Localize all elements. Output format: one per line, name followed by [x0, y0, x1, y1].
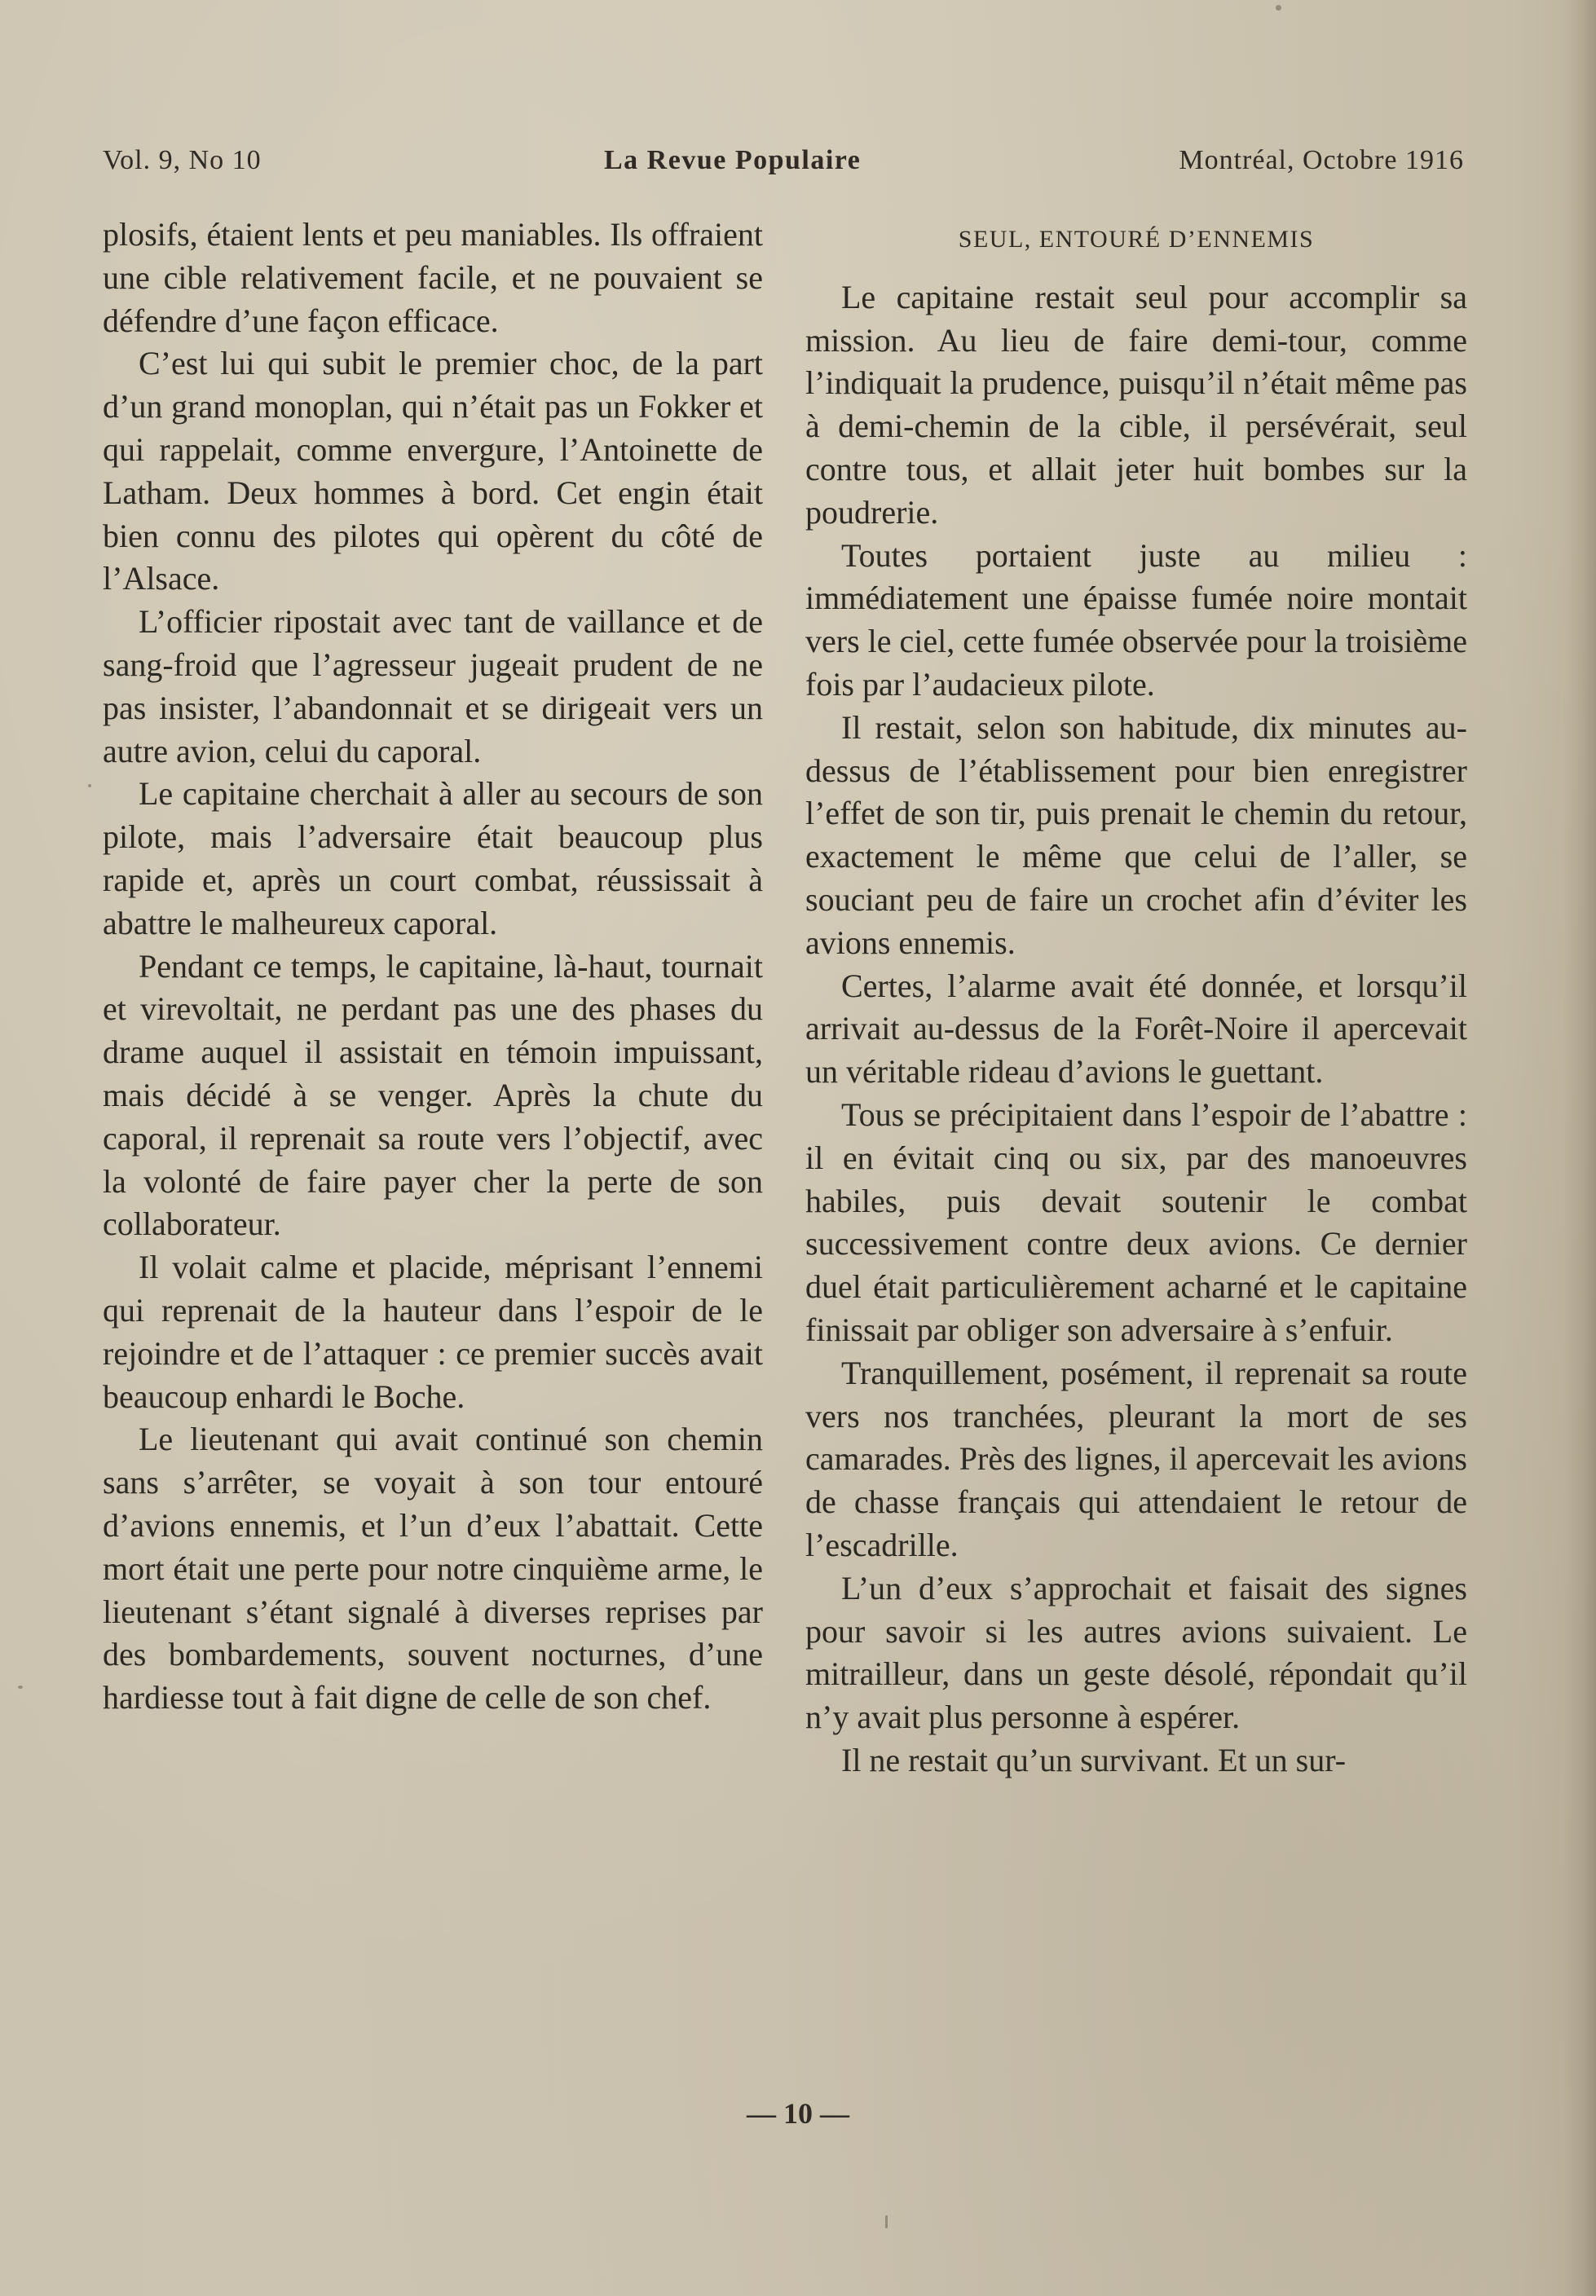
paragraph: C’est lui qui subit le premier choc, de la part d’un grand monoplan, qui n’était pas un Fokker et qui rappelait, comme envergure, l’Antoinette de Latham. Deux hommes à bord. Cet engin était bien connu des pilotes qui opèrent du côté de l’Alsace.	[103, 345, 763, 597]
paper-speck	[88, 784, 91, 787]
paragraph: Tranquillement, posément, il reprenait sa route vers nos tranchées, pleurant la mort de ses camarades. Près des lignes, il apercevait les avions de chasse français qui attendaient le retour de l’escadrille.	[805, 1354, 1467, 1563]
paragraph: L’officier ripostait avec tant de vaillance et de sang-froid que l’agresseur jugeait prudent de ne pas insister, l’abandonnait et se dirigeait vers un autre avion, celui du caporal.	[103, 603, 763, 769]
running-header	[103, 145, 1464, 186]
left-column	[103, 214, 763, 1720]
paragraph: Le capitaine cherchait à aller au secours de son pilote, mais l’adversaire était beaucoup plus rapide et, après un court combat, réussissait à abattre le malheureux caporal.	[103, 775, 763, 941]
paper-speck	[1276, 5, 1281, 11]
paragraph: Le capitaine restait seul pour accomplir sa mission. Au lieu de faire demi-tour, comme l’indiquait la prudence, puisqu’il n’était même pas à demi-chemin de la cible, il persévérait, seul contre tous, et allait jeter huit bombes sur la poudrerie.	[805, 278, 1467, 531]
header-journal-title: La Revue Populaire	[604, 145, 862, 175]
paragraph: Le lieutenant qui avait continué son chemin sans s’arrêter, se voyait à son tour entouré d’avions ennemis, et l’un d’eux l’abattait. Cette mort était une perte pour notre cinquième arme, le lieutenant s’étant signalé à diverses reprises par des bombardements, souvent nocturnes, d’une hardiesse tout à fait digne de celle de son chef.	[103, 1421, 763, 1716]
page-edge-shadow	[1563, 0, 1596, 2296]
paper-speck	[885, 2215, 888, 2228]
paragraph: Il volait calme et placide, méprisant l’ennemi qui reprenait de la hauteur dans l’espoir de le rejoindre et de l’attaquer : ce premier succès avait beaucoup enhardi le Boche.	[103, 1249, 763, 1415]
section-subheading: SEUL, ENTOURÉ D’ENNEMIS	[958, 226, 1315, 253]
right-column	[805, 214, 1467, 1783]
paragraph: Il ne restait qu’un survivant. Et un sur-	[841, 1741, 1347, 1778]
header-date: Montréal, Octobre 1916	[1179, 145, 1464, 175]
paragraph: Toutes portaient juste au milieu : immédiatement une épaisse fumée noire montait vers le ciel, cette fumée observée pour la troisième fois par l’audacieux pilote.	[805, 536, 1467, 703]
paper-speck	[18, 1686, 23, 1689]
paragraph: Il restait, selon son habitude, dix minutes au-dessus de l’établissement pour bien enregistrer l’effet de son tir, puis prenait le chemin du retour, exactement le même que celui de l’aller, se souciant peu de faire un crochet afin d’éviter les avions ennemis.	[805, 708, 1467, 961]
page-number: — 10 —	[747, 2097, 849, 2130]
paragraph: plosifs, étaient lents et peu maniables. Ils offraient une cible relativement facile, et ne pouvaient se défendre d’une façon efficace.	[103, 216, 763, 339]
paragraph: Certes, l’alarme avait été donnée, et lorsqu’il arrivait au-dessus de la Forêt-Noire il apercevait un véritable rideau d’avions le guettant.	[805, 967, 1467, 1091]
paragraph: Pendant ce temps, le capitaine, là-haut, tournait et virevoltait, ne perdant pas une des phases du drame auquel il assistait en témoin impuissant, mais décidé à se venger. Après la chute du caporal, il reprenait sa route vers l’objectif, avec la volonté de faire payer cher la perte de son collaborateur.	[103, 947, 763, 1243]
paragraph: L’un d’eux s’approchait et faisait des signes pour savoir si les autres avions suivaient. Le mitrailleur, dans un geste désolé, répondait qu’il n’y avait plus personne à espérer.	[805, 1569, 1467, 1736]
paragraph: Tous se précipitaient dans l’espoir de l’abattre : il en évitait cinq ou six, par des manoeuvres habiles, puis devait soutenir le combat successivement contre deux avions. Ce dernier duel était particulièrement acharné et le capitaine finissait par obliger son adversaire à s’enfuir.	[805, 1095, 1467, 1348]
header-volume: Vol. 9, No 10	[103, 145, 262, 175]
